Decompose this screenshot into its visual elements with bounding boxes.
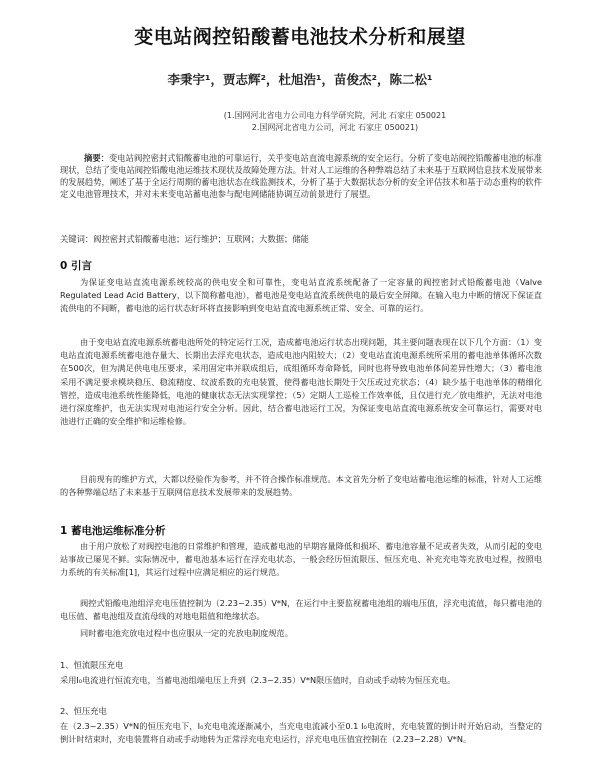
- list-item-label: 2、恒压充电: [60, 706, 107, 716]
- keywords: [60, 233, 542, 245]
- affiliation-line: (1.国网河北省电力公司电力科学研究院，河北 石家庄 050021: [223, 111, 447, 120]
- author-list: 李秉宇¹，贾志辉²，杜旭浩¹，苗俊杰²，陈二松¹: [167, 72, 433, 87]
- list-item-text: 采用I₀电流进行恒流充电，当蓄电池组端电压上升到（2.3~2.35）V*N限压值时，自动或手动转为恒压充电。: [60, 675, 456, 685]
- intro-paragraph-3: 目前现有的维护方式，大都以经验作为参考，并不符合操作标准规范。本文首先分析了变电站蓄电池运维的标准，针对人工运维的各种弊端总结了未来基于互联网信息技术发展带来的发展趋势。: [60, 474, 542, 498]
- standards-paragraph-2: 阀控式铅酸电池组浮充电压值控制为（2.23~2.35）V*N，在运行中主要监视蓄电池组的端电压值，浮充电流值，每只蓄电池的电压值、蓄电池组及直流母线的对地电阻值和绝缘状态。: [60, 598, 542, 622]
- standards-paragraph-1: 由于用户放松了对阀控电池的日常维护和管理，造成蓄电池的早期容量降低和损坏、蓄电池容量不足或者失效，从而引起的变电站事故已屡见不鲜。实际情况中，蓄电池基本运行在浮充电状态，一般会经历恒流限压、恒压充电、补充充电等充放电过程，按照电力系统的有关标准[1]，其运行过程中应满足相应的运行规范。: [60, 541, 542, 578]
- affiliations: [170, 110, 500, 134]
- standards-paragraph-3: 同时蓄电池充放电过程中也应服从一定的充放电制度规范。: [80, 628, 293, 638]
- list-item-label: 1、恒流限压充电: [60, 660, 124, 670]
- abstract-text: 变电站阀控密封式铅酸蓄电池的可靠运行，关乎变电站直流电源系统的安全运行。分析了变电站阀控铅酸蓄电池的标准现状，总结了变电站阀控铅酸电池运维技术现状及故障处理方法。针对人工运维的各种弊端总结了未来基于互联网信息技术发展带来的发展趋势，阐述了基于全运行周期的蓄电池状态在线监测技术，分析了基于大数据状态分析的安全评估技术和基于动态重构的软件定义电池管理技术，并对未来变电站蓄电池参与配电网储能协调互动前景进行了展望。: [60, 153, 542, 199]
- paper-title: 变电站阀控铅酸蓄电池技术分析和展望: [134, 26, 466, 48]
- keywords-label: 关键词：: [60, 234, 94, 244]
- intro-paragraph-1: 为保证变电站直流电源系统较高的供电安全和可靠性，变电站直流系统配备了一定容量的阀控密封式铅酸蓄电池（Valve Regulated Lead Acid Battery，以下简称蓄电池），蓄电池是变电站直流系统供电的最后安全屏障。在输入电力中断的情况下保证直流供电的不间断，蓄电池的运行状态好坏将直接影响到变电站直流电源系统正常、安全、可靠的运行。: [60, 277, 542, 314]
- section-heading-introduction: 0 引言: [60, 260, 92, 272]
- abstract: [60, 152, 542, 200]
- affiliation-line: 2.国网河北省电力公司，河北 石家庄 050021): [251, 123, 419, 132]
- abstract-label: 摘要：: [84, 153, 109, 163]
- keywords-text: 阀控密封式铅酸蓄电池；运行维护；互联网；大数据；储能: [93, 234, 309, 244]
- section-heading-standards: 1 蓄电池运维标准分析: [60, 525, 166, 537]
- intro-paragraph-2: 由于变电站直流电源系统蓄电池所处的特定运行工况，造成蓄电池运行状态出现问题，其主要问题表现在以下几个方面：（1）变电站直流电源系统蓄电池存量大、长期出去浮充电状态，造成电池内阻较大；（2）变电站直流电源系统所采用的蓄电池单体循环次数在500次，但为满足供电电压要求，采用固定串并联成组后，成组循环寿命降低，同时也将导致电池单体间差异性增大；（3）蓄电池采用不满足要求模块稳压、稳流精度、纹波系数的充电装置，使得蓄电池长期处于欠压或过充状态；（4）缺少基于电池单体的精细化管控，造成电池系统性能降低，电池的健康状态无法实现掌控；（5）定期人工巡检工作效率低，且仅进行充／放电维护，无法对电池进行深度维护，也无法实现对电池运行安全分析。因此，结合蓄电池运行工况，为保证变电站直流电源系统安全可靠运行，需要对电池进行正确的安全维护和运维检修。: [60, 337, 542, 427]
- list-item-text: 在（2.3~2.35）V*N的恒压充电下，I₀充电电流逐渐减小，当充电电流减小至0.1 I₀电流时，充电装置的倒计时开始启动，当整定的倒计时结束时，充电装置将自动或手动地转为正常浮充电充电运行，浮充电电压值宜控制在（2.23~2.28）V*N。: [60, 721, 542, 745]
